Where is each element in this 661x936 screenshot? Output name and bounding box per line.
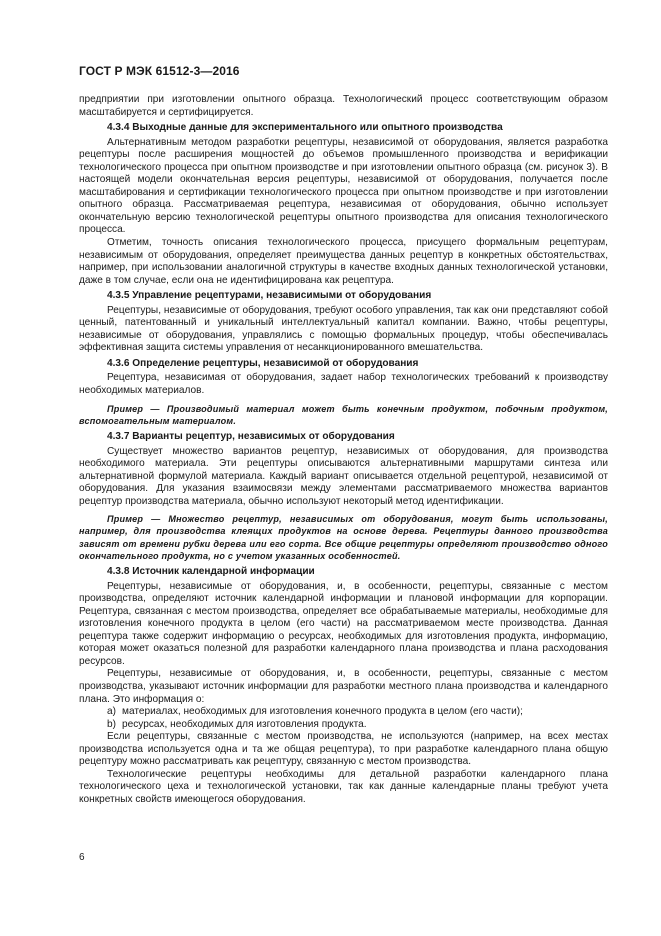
section-heading: 4.3.7 Варианты рецептур, независимых от оборудования bbox=[107, 430, 395, 442]
section-heading: 4.3.4 Выходные данные для экспериментального или опытного производства bbox=[107, 122, 503, 134]
paragraph: Если рецептуры, связанные с местом производства, не используются (например, на всех местах производства используется одна и та же общая рецептура), то при разработке календарного плана общую рецептуру можно рассматривать как рецептуру, связанную с местом производства. bbox=[79, 731, 608, 768]
list-item-label: a) bbox=[107, 706, 116, 718]
paragraph: Существует множество вариантов рецептур, независимых от оборудования, для производства необходимого материала. Эти рецептуры описываются альтернативными маршрутами синтеза или альтернативной формулой материала. Каждый вариант описывается отдельной рецептурой, независимой от оборудования. Для указания взаимосвязи между элементами рассматриваемого множества вариантов рецептур производства материала, обычно используют некоторый метод идентификации. bbox=[79, 445, 608, 507]
paragraph: Рецептура, независимая от оборудования, задает набор технологических требований к производству необходимых материалов. bbox=[79, 372, 608, 397]
example-note: Пример — Производимый материал может быть конечным продуктом, побочным продуктом, вспомогательным материалом. bbox=[79, 403, 608, 426]
list-item bbox=[79, 706, 608, 719]
paragraph: Технологические рецептуры необходимы для детальной разработки календарного плана технологического цеха и технологической установки, так как данные календарные планы требуют учета конкретных свойств имеющегося оборудования. bbox=[79, 768, 608, 805]
list-item-text: материалах, необходимых для изготовления конечного продукта в целом (его части); bbox=[122, 706, 523, 718]
list-item bbox=[79, 719, 608, 732]
paragraph: Рецептуры, независимые от оборудования, и, в особенности, рецептуры, связанные с местом производства, определяют источник календарной информации и плановой информации для корпорации. Рецептура, связанная с местом производства, определяет все обрабатываемые материалы, необходимые для изготовления конечного продукта в целом (его части) на рассматриваемом месте производства. Данная рецептура также содержит информацию о ресурсах, необходимых для изготовления продукта, информацию, которая может оказаться полезной для разработки календарного плана производства и плана расходования ресурсов. bbox=[79, 580, 608, 667]
section-heading: 4.3.8 Источник календарной информации bbox=[107, 566, 315, 578]
document-body bbox=[79, 94, 608, 806]
example-note: Пример — Множество рецептур, независимых от оборудования, могут быть использованы, например, для производства клеящих продуктов на основе дерева. Рецептуры данного производства зависят от времени рубки дерева или его сорта. Все общие рецептуры определяют производство одного окончательного продукта, но с учетом указанных особенностей. bbox=[79, 514, 608, 561]
page-number: 6 bbox=[79, 852, 85, 863]
document-header: ГОСТ Р МЭК 61512-3—2016 bbox=[79, 64, 240, 78]
paragraph: Рецептуры, независимые от оборудования, требуют особого управления, так как они представляют собой ценный, патентованный и уникальный интеллектуальный капитал компании. Важно, чтобы рецептуры, независимые от оборудования, управлялись с помощью формальных процедур, чтобы обеспечивалась эффективная защита системы управления от несанкционированного вмешательства. bbox=[79, 304, 608, 354]
paragraph: Отметим, точность описания технологического процесса, присущего формальным рецептурам, независимым от оборудования, определяет преимущества данных рецептур в конкретных обстоятельствах, например, при использовании аналогичной структуры в качестве входных данных технологической установки, даже в том случае, если она не идентифицирована как рецептура. bbox=[79, 237, 608, 286]
section-heading: 4.3.6 Определение рецептуры, независимой от оборудования bbox=[107, 357, 419, 369]
list-item-text: ресурсах, необходимых для изготовления продукта. bbox=[122, 718, 367, 730]
section-heading: 4.3.5 Управление рецептурами, независимыми от оборудования bbox=[107, 290, 432, 302]
paragraph: Рецептуры, независимые от оборудования, и, в особенности, рецептуры, связанные с местом производства, указывают источник информации для разработки местного плана производства и календарного плана. Это информация о: bbox=[79, 668, 608, 705]
paragraph: Альтернативным методом разработки рецептуры, независимой от оборудования, является разработка рецептуры после расширения мощностей до объемов промышленного производства и верификации технологического процесса при опытном производстве и при изготовлении опытного образца (см. рисунок 3). В настоящей модели окончательная версия рецептуры, независимой от оборудования, получается после масштабирования и сертификации технологического процесса при опытном производстве и при изготовлении опытного образца. Рассматриваемая рецептура, независимая от оборудования, обычно использует окончательную версию технологической рецептуры опытного производства для описания технологического процесса. bbox=[79, 136, 608, 236]
paragraph: предприятии при изготовлении опытного образца. Технологический процесс соответствующим образом масштабируется и сертифицируется. bbox=[79, 94, 608, 118]
list-item-label: b) bbox=[107, 718, 116, 730]
